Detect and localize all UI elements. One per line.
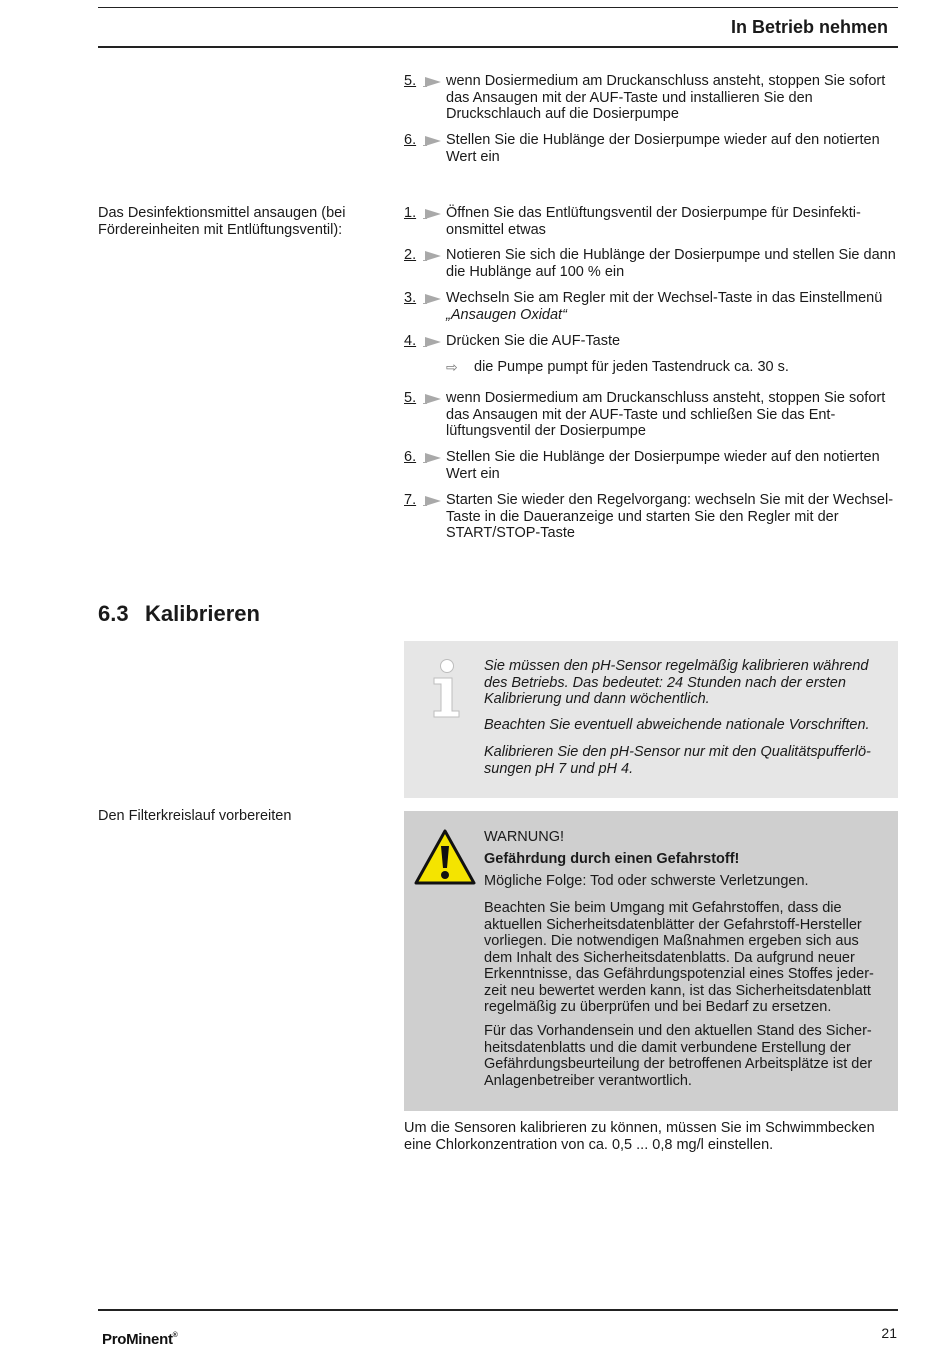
- info-paragraph: Kalibrieren Sie den pH-Sensor nur mit den Qualitätspufferlö-sungen pH 7 und pH 4.: [484, 744, 871, 777]
- logo-part: Minent: [126, 1331, 173, 1348]
- step-number: 6.: [404, 449, 417, 465]
- step-number: 7.: [404, 492, 417, 508]
- warning-paragraph: Für das Vorhandensein und den aktuellen Stand des Sicher-heitsdatenblatts und die damit verbundene Erstellung der Gefährdungsbeurteilung der betroffenen Arbeitsplätze ist der Anlagenbetreiber verantwortlich.: [484, 1023, 873, 1089]
- warning-paragraph: Beachten Sie beim Umgang mit Gefahrstoffen, dass die aktuellen Sicherheitsdatenblätter der Gefahrstoff-Hersteller vorliegen. Die notwendigen Maßnahmen ergeben sich aus dem Inhalt des Sicherheitsdatenblatts. Da aufgrund neuer Erkenntnisse, das Gefährdungspotenzial eines Stoffes jeder-zeit neu bewertet werden kann, ist das Sicherheitsdatenblatt regelmäßig zu überprüfen und bei Bedarf zu ersetzen.: [484, 900, 874, 1015]
- section-heading: [98, 601, 260, 627]
- page-header-title: In Betrieb nehmen: [730, 17, 888, 37]
- step-text: wenn Dosiermedium am Druckanschluss ansteht, stoppen Sie sofort das Ansaugen mit der AUF-Taste und schließen Sie das Ent-lüftungsventil der Dosierpumpe: [446, 390, 886, 439]
- step-arrow-icon: [425, 496, 441, 506]
- section-number: 6.3: [98, 601, 129, 626]
- result-text: die Pumpe pumpt für jeden Tastendruck ca. 30 s.: [474, 359, 789, 375]
- step-arrow-icon: [425, 394, 441, 404]
- side-label-line: Das Desinfektionsmittel ansaugen (bei: [98, 205, 346, 221]
- step-arrow-icon: [425, 294, 441, 304]
- step-text: Drücken Sie die AUF-Taste: [446, 333, 621, 349]
- logo-registered: ®: [172, 1332, 178, 1339]
- step-text-block: [446, 290, 901, 323]
- step-text: wenn Dosiermedium am Druckanschluss ansteht, stoppen Sie sofort das Ansaugen mit der AUF-Taste und installieren Sie den Druckschlauch auf die Dosierpumpe: [446, 73, 886, 122]
- info-paragraph: Beachten Sie eventuell abweichende nationale Vorschriften.: [484, 717, 870, 733]
- warning-triangle-icon: [414, 829, 476, 885]
- info-icon: [428, 659, 466, 719]
- step-arrow-icon: [425, 77, 441, 87]
- step-arrow-icon: [425, 251, 441, 261]
- step-text: Stellen Sie die Hublänge der Dosierpumpe wieder auf den notierten Wert ein: [446, 449, 880, 482]
- step-arrow-icon: [425, 453, 441, 463]
- step-number: 5.: [404, 390, 417, 406]
- result-arrow-icon: ⇨: [446, 359, 458, 375]
- warning-title: WARNUNG!: [484, 829, 565, 845]
- disinfectant-side-label: [98, 205, 388, 238]
- logo-part: Pro: [102, 1331, 127, 1348]
- filter-side-label: Den Filterkreislauf vorbereiten: [98, 808, 292, 824]
- step-arrow-icon: [425, 337, 441, 347]
- step-arrow-icon: [425, 136, 441, 146]
- warning-subtitle: Gefährdung durch einen Gefahrstoff!: [484, 851, 740, 867]
- step-text: Öffnen Sie das Entlüftungsventil der Dosierpumpe für Desinfekti-onsmittel etwas: [446, 205, 861, 238]
- menu-name: „Ansaugen Oxidat“: [446, 306, 567, 323]
- step-number: 5.: [404, 73, 417, 89]
- warning-box: [404, 811, 898, 1111]
- step-text: Wechseln Sie am Regler mit der Wechsel-Taste in das Einstellmenü: [446, 290, 883, 306]
- warning-consequence: Mögliche Folge: Tod oder schwerste Verletzungen.: [484, 873, 809, 889]
- header-bottom-rule: [98, 46, 898, 48]
- step-text: Notieren Sie sich die Hublänge der Dosierpumpe und stellen Sie dann die Hublänge auf 100 % ein: [446, 247, 896, 280]
- info-paragraph: Sie müssen den pH-Sensor regelmäßig kalibrieren während des Betriebs. Das bedeutet: 24 Stunden nach der ersten Kalibrierung und dann wöchentlich.: [484, 658, 869, 707]
- step-arrow-icon: [425, 209, 441, 219]
- section-title: Kalibrieren: [145, 601, 260, 626]
- prominent-logo: [102, 1327, 178, 1349]
- page-number: 21: [881, 1325, 897, 1341]
- step-number: 3.: [404, 290, 417, 306]
- info-box: [404, 641, 898, 798]
- step-number: 1.: [404, 205, 417, 221]
- step-number: 6.: [404, 132, 417, 148]
- closing-paragraph: Um die Sensoren kalibrieren zu können, müssen Sie im Schwimmbecken eine Chlorkonzentration von ca. 0,5 ... 0,8 mg/l einstellen.: [404, 1120, 875, 1153]
- step-number: 2.: [404, 247, 417, 263]
- step-number: 4.: [404, 333, 417, 349]
- footer-rule: [98, 1309, 898, 1311]
- step-text: Starten Sie wieder den Regelvorgang: wechseln Sie mit der Wechsel-Taste in die Daueranzeige und starten Sie den Regler mit der START/STOP-Taste: [446, 492, 894, 541]
- step-text: Stellen Sie die Hublänge der Dosierpumpe wieder auf den notierten Wert ein: [446, 132, 880, 165]
- header-top-rule: [98, 7, 898, 8]
- side-label-line: Fördereinheiten mit Entlüftungsventil):: [98, 221, 343, 238]
